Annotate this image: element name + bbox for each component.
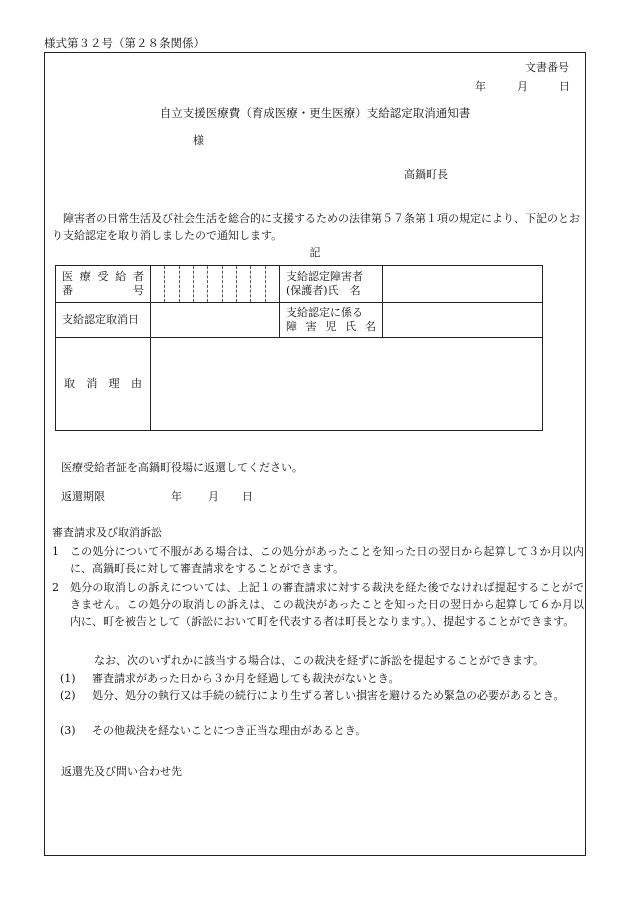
issue-date-line	[475, 80, 570, 93]
return-contact-label: 返還先及び問い合わせ先	[61, 765, 182, 778]
certified-person-label-line2: (保護者)氏 名	[286, 284, 361, 297]
form-number-label: 様式第３２号（第２８条関係）	[44, 36, 205, 50]
recipient-number-digit-box[interactable]	[266, 266, 279, 302]
table-row	[56, 266, 543, 303]
exception-item-3-number: (3)	[60, 724, 76, 737]
appeal-item-2-number: 2	[52, 581, 59, 594]
recipient-number-digit-box[interactable]	[194, 266, 208, 302]
cancel-date-label-text: 支給認定取消日	[62, 313, 139, 326]
exception-item-2	[60, 687, 584, 704]
issue-day-label: 日	[559, 80, 570, 93]
child-name-label	[280, 303, 383, 338]
addressee-honorific: 様	[193, 134, 204, 147]
ki-heading: 記	[309, 246, 321, 259]
return-deadline-month: 月	[208, 490, 219, 503]
appeal-item-1-number: 1	[52, 545, 59, 558]
child-name-label-line2: 障害児氏名	[286, 320, 376, 333]
cancel-date-label	[56, 303, 151, 338]
recipient-number-digit-box[interactable]	[208, 266, 222, 302]
issuer-name: 高鍋町長	[404, 168, 448, 181]
exception-item-2-text: 処分、処分の執行又は手続の続行により生ずる著しい損害を避けるため緊急の必要があるとき。	[92, 689, 565, 702]
certified-person-name-field[interactable]	[383, 266, 543, 303]
appeal-item-2-text: 処分の取消しの訴えについては、上記１の審査請求に対する裁決を経た後でなければ提起することができません。この処分の取消しの訴えは、この裁決があったことを知った日の翌日から起算して６か月以内に、町を被告として（訴訟において町を代表する者は町長となります。）、提起することができます。	[70, 581, 584, 628]
exception-item-2-number: (2)	[60, 689, 76, 702]
child-name-field[interactable]	[383, 303, 543, 338]
cancel-date-field[interactable]	[151, 303, 280, 338]
recipient-number-digit-box[interactable]	[251, 266, 265, 302]
recipient-number-label-line1: 医療受給者	[62, 270, 144, 283]
certification-info-table	[55, 265, 543, 431]
document-number-label: 文書番号	[525, 61, 569, 74]
return-notice-text: 医療受給者証を高鍋町役場に返還してください。	[61, 461, 303, 474]
recipient-number-digit-box[interactable]	[151, 266, 165, 302]
child-name-label-line1: 支給認定に係る	[286, 306, 363, 319]
recipient-number-label	[56, 266, 151, 303]
reason-label-text: 取消理由	[64, 377, 142, 390]
recipient-number-digit-box[interactable]	[180, 266, 194, 302]
recipient-number-field[interactable]	[151, 266, 280, 303]
appeal-exception-intro: なお、次のいずれかに該当する場合は、この裁決を経ずに訴訟を提起することができます。	[94, 654, 545, 667]
certified-person-label-line1: 支給認定障害者	[286, 270, 363, 283]
exception-item-1	[60, 670, 584, 687]
return-deadline-day: 日	[242, 490, 253, 503]
notice-body-content: 障害者の日常生活及び社会生活を総合的に支援するための法律第５７条第１項の規定により、下記のとおり支給認定を取り消しましたので通知します。	[52, 212, 580, 242]
appeal-heading: 審査請求及び取消訴訟	[52, 526, 162, 539]
recipient-number-digit-boxes	[151, 266, 279, 302]
table-row	[56, 338, 543, 431]
appeal-item-1	[52, 543, 584, 577]
table-row	[56, 303, 543, 338]
exception-item-3-text: その他裁決を経ないことにつき正当な理由があるとき。	[92, 724, 367, 737]
issue-year-label: 年	[475, 80, 486, 93]
recipient-number-digit-box[interactable]	[223, 266, 237, 302]
certified-person-label	[280, 266, 383, 303]
recipient-number-digit-box[interactable]	[165, 266, 179, 302]
appeal-item-1-text: この処分について不服がある場合は、この処分があったことを知った日の翌日から起算して３か月以内に、高鍋町長に対して審査請求をすることができます。	[70, 545, 584, 575]
issue-month-label: 月	[517, 80, 528, 93]
reason-label	[56, 338, 151, 431]
reason-field[interactable]	[151, 338, 543, 431]
appeal-item-2	[52, 579, 584, 630]
exception-item-1-text: 審査請求があった日から３か月を経過しても裁決がないとき。	[92, 672, 400, 685]
document-title: 自立支援医療費（育成医療・更生医療）支給認定取消通知書	[159, 106, 471, 120]
exception-item-1-number: (1)	[60, 672, 76, 685]
return-deadline-label: 返還期限	[61, 490, 105, 503]
return-deadline-year: 年	[171, 490, 182, 503]
recipient-number-label-line2: 番号	[62, 284, 144, 297]
exception-item-3	[60, 722, 584, 739]
recipient-number-digit-box[interactable]	[237, 266, 251, 302]
notice-body-text	[52, 210, 582, 244]
